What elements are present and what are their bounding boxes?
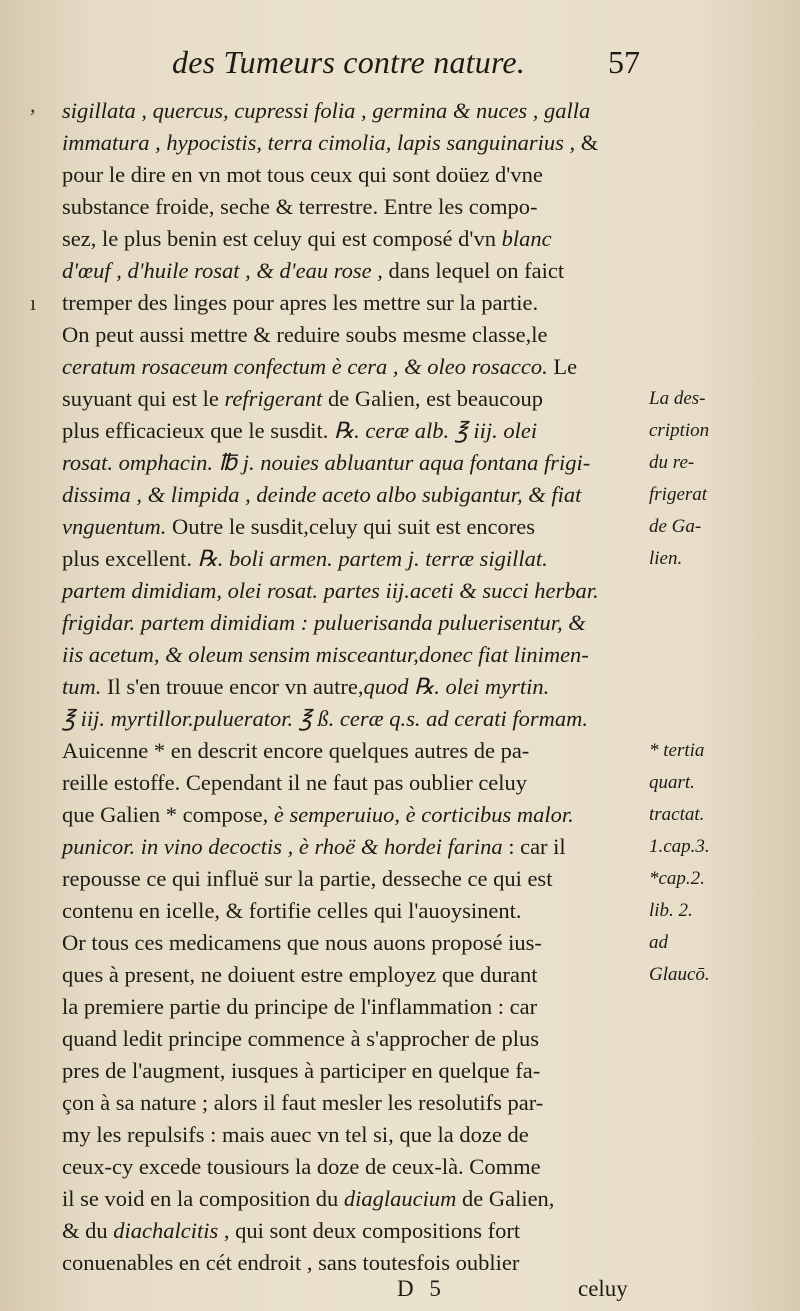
text-run: pour le dire en vn mot tous ceux qui sont doüez d'vne [62,162,543,187]
margin-note: Glaucō. [649,964,710,985]
text-line [62,223,552,255]
catchword: celuy [578,1276,628,1301]
text-run: Auicenne * en descrit encore quelques autres de pa- [62,738,530,763]
text-line [62,927,542,959]
text-line [62,1087,543,1119]
text-run: de Galien, est beaucoup [322,386,543,411]
text-run: pres de l'augment, iusques à participer en quelque fa- [62,1058,541,1083]
text-run: çon à sa nature ; alors il faut mesler les resolutifs par- [62,1090,544,1115]
text-line [62,95,590,127]
text-line [62,1215,520,1247]
italic-latin-text: refrigerant [224,386,323,411]
italic-latin-text: vnguentum. [62,514,167,539]
italic-latin-text: ceratum rosaceum confectum è cera , & oleo rosacco. [62,354,548,379]
text-run: sez, le plus benin est celuy qui est composé d'vn [62,226,502,251]
margin-note: *cap.2. [649,868,705,889]
italic-latin-text: d'œuf , d'huile rosat , & d'eau rose , [62,258,383,283]
text-run: quand ledit principe commence à s'approcher de plus [62,1026,540,1051]
signature-mark: D 5 [397,1276,441,1301]
text-run: de Galien, [456,1186,555,1211]
italic-latin-text: ℞. ceræ alb. ℥ iij. olei [334,418,538,443]
text-run: repousse ce qui influë sur la partie, desseche ce qui est [62,866,553,891]
margin-note: quart. [649,772,695,793]
page-header [0,44,800,94]
italic-latin-text: ℞. boli armen. partem j. terræ sigillat. [197,546,548,571]
text-line [62,703,588,735]
italic-latin-text: frigidar. partem dimidiam : puluerisanda puluerisentur, & [62,610,586,635]
text-line [62,895,522,927]
italic-latin-text: immatura , hypocistis, terra cimolia, lapis sanguinarius , [62,130,581,155]
page-footer [0,1276,800,1310]
text-line [62,543,548,575]
text-line [62,1119,529,1151]
text-line [62,607,586,639]
margin-note: cription [649,420,710,441]
margin-note: frigerat [649,484,708,505]
italic-latin-text: quod ℞. olei myrtin. [363,674,550,699]
margin-note: lien. [649,548,683,569]
text-run: reille estoffe. Cependant il ne faut pas oublier celuy [62,770,528,795]
text-line [62,383,543,415]
text-run: plus excellent. [62,546,198,571]
italic-latin-text: rosat. omphacin. ℔ j. nouies abluantur aqua fontana frigi- [62,450,591,475]
text-line [62,159,543,191]
italic-latin-text: ℥ iij. myrtillor.puluerator. ℥ ß. ceræ q.s. ad cerati formam. [62,706,588,731]
italic-latin-text: dissima , & limpida , deinde aceto albo subigantur, & fiat [62,482,582,507]
text-line [62,831,566,863]
text-run: tremper des linges pour apres les mettre sur la partie. [62,290,539,315]
text-line [62,447,590,479]
text-run: Il s'en trouue encor vn autre, [101,674,364,699]
margin-note: du re- [649,452,695,473]
margin-note: * tertia [649,740,705,761]
text-line [62,1247,519,1279]
text-run: On peut aussi mettre & reduire soubs mesme classe,le [62,322,548,347]
text-line [62,191,537,223]
italic-latin-text: è semperuiuo, è corticibus malor. [273,802,574,827]
text-run: : car il [502,834,566,859]
text-run: que Galien * compose, [62,802,274,827]
italic-latin-text: sigillata , quercus, cupressi folia , germina & nuces , galla [62,98,591,123]
text-line [62,479,581,511]
text-run: ques à present, ne doiuent estre employez que durant [62,962,538,987]
italic-latin-text: tum. [62,674,102,699]
text-line [62,863,552,895]
text-line [62,671,549,703]
margin-note: lib. 2. [649,900,693,921]
text-line [62,799,574,831]
italic-latin-text: partem dimidiam, olei rosat. partes iij.aceti & succi herbar. [62,578,599,603]
text-line [62,287,538,319]
text-line [62,511,535,543]
text-run: my les repulsifs : mais auec vn tel si, que la doze de [62,1122,529,1147]
page-number: 57 [608,44,640,80]
text-run: substance froide, seche & terrestre. Entre les compo- [62,194,538,219]
margin-note: de Ga- [649,516,702,537]
margin-note: tractat. [649,804,705,825]
text-run: & [580,130,599,155]
text-run: il se void en la composition du [62,1186,344,1211]
text-line [62,127,598,159]
text-line [62,575,599,607]
text-run: dans lequel on faict [382,258,565,283]
text-line [62,351,577,383]
text-run: plus efficacieux que le susdit. [62,418,335,443]
text-line [62,255,564,287]
margin-note: 1.cap.3. [649,836,710,857]
running-title: des Tumeurs contre nature. [172,44,526,80]
text-line [62,735,529,767]
margin-mark: ı [30,290,37,315]
text-run: la premiere partie du principe de l'inflammation : car [62,994,538,1019]
italic-latin-text: diaglaucium [343,1186,457,1211]
text-run: contenu en icelle, & fortifie celles qui l'auoysinent. [62,898,522,923]
italic-latin-text: punicor. in vino decoctis , è rhoë & hordei farina [62,834,503,859]
text-line [62,1183,554,1215]
text-line [62,1023,539,1055]
margin-note: ad [649,932,668,953]
text-run: conuenables en cét endroit , sans toutesfois oublier [62,1250,520,1275]
margin-mark: , [30,92,36,117]
text-line [62,319,548,351]
text-line [62,1151,541,1183]
text-run: ceux-cy excede tousiours la doze de ceux-là. Comme [62,1154,541,1179]
text-run: suyuant qui est le [62,386,225,411]
italic-latin-text: blanc [501,226,552,251]
text-run: Le [547,354,578,379]
text-line [62,639,589,671]
text-run: Or tous ces medicamens que nous auons proposé ius- [62,930,542,955]
italic-latin-text: iis acetum, & oleum sensim misceantur,donec fiat linimen- [62,642,589,667]
text-line [62,1055,540,1087]
text-line [62,959,537,991]
text-run: & du [62,1218,114,1243]
italic-latin-text: diachalcitis [113,1218,219,1243]
text-line [62,767,527,799]
text-run: Outre le susdit,celuy qui suit est encores [166,514,536,539]
text-line [62,991,537,1023]
margin-note: La des- [649,388,706,409]
text-line [62,415,537,447]
text-run: , qui sont deux compositions fort [218,1218,521,1243]
